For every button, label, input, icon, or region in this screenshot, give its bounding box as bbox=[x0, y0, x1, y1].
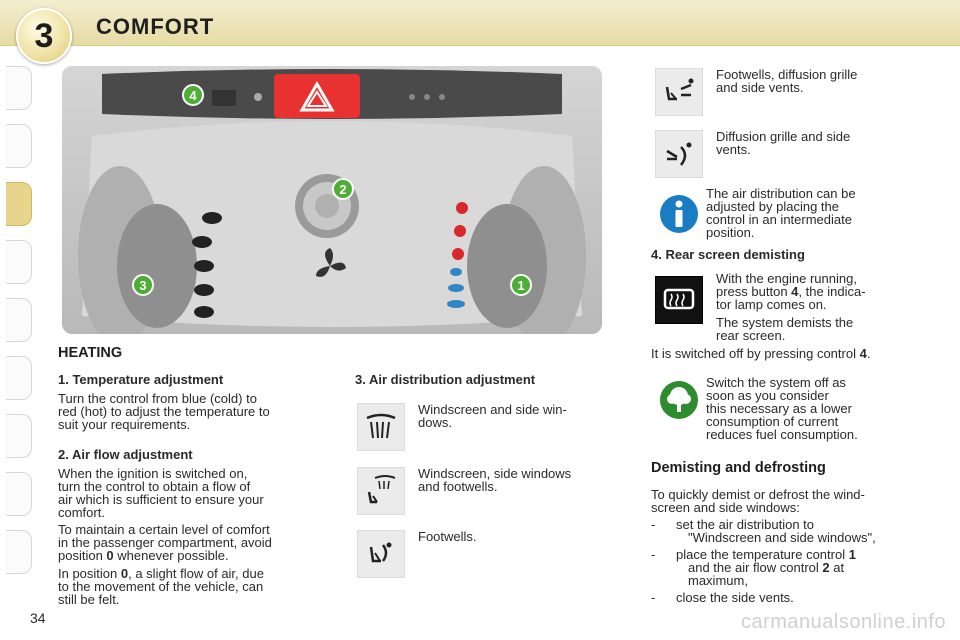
heating-title: HEATING bbox=[58, 345, 123, 361]
eco-text-line-4: consumption of current bbox=[706, 414, 839, 429]
grille-side-vents-text-line-2: vents. bbox=[716, 142, 751, 157]
air-flow-text-line-3: air which is sufficient to ensure your bbox=[58, 492, 264, 507]
chapter-tab-4[interactable] bbox=[6, 240, 32, 284]
info-note-line-3: control in an intermediate bbox=[706, 212, 852, 227]
maintain-text-line-2: in the passenger compartment, avoid bbox=[58, 535, 272, 550]
rear-text-line-4: The system demists the bbox=[716, 315, 854, 330]
chapter-tab-9[interactable] bbox=[6, 530, 32, 574]
chapter-number-badge: 3 bbox=[16, 8, 72, 64]
position-zero-line-1: In position 0, a slight flow of air, due bbox=[58, 566, 264, 581]
rear-screen-demist-icon bbox=[655, 276, 703, 324]
temperature-text-line-1: Turn the control from blue (cold) to bbox=[58, 391, 257, 406]
info-icon bbox=[655, 190, 703, 238]
windscreen-footwell-text-line-1: Windscreen, side windows bbox=[418, 466, 572, 481]
position-zero-line-2: to the movement of the vehicle, can bbox=[58, 579, 264, 594]
eco-text-line-1: Switch the system off as bbox=[706, 375, 846, 390]
demisting-intro-line-2: screen and side windows: bbox=[651, 500, 800, 515]
footwell-text: Footwells. bbox=[418, 529, 477, 544]
air-flow-heading: 2. Air flow adjustment bbox=[58, 447, 193, 462]
windscreen-vents-icon bbox=[357, 403, 405, 451]
rear-switched-off-text: It is switched off by pressing control 4. bbox=[651, 346, 871, 361]
footwell-grille-vents-text-line-1: Footwells, diffusion grille bbox=[716, 67, 858, 82]
chapter-tab-5[interactable] bbox=[6, 298, 32, 342]
chapter-tab-7[interactable] bbox=[6, 414, 32, 458]
air-flow-text-line-4: comfort. bbox=[58, 505, 105, 520]
windscreen-footwell-text-line-2: and footwells. bbox=[418, 479, 498, 494]
eco-text-line-3: this necessary as a lower bbox=[706, 401, 852, 416]
air-flow-text-line-2: turn the control to obtain a flow of bbox=[58, 479, 251, 494]
chapter-tab-8[interactable] bbox=[6, 472, 32, 516]
demisting-intro-line-1: To quickly demist or defrost the wind- bbox=[651, 487, 865, 502]
maintain-text-line-3: position 0 whenever possible. bbox=[58, 548, 229, 563]
chapter-tab-6[interactable] bbox=[6, 356, 32, 400]
page-number: 34 bbox=[30, 610, 46, 626]
grille-side-vents-icon bbox=[655, 130, 703, 178]
maintain-text-line-1: To maintain a certain level of comfort bbox=[58, 522, 270, 537]
windscreen-footwell-icon bbox=[357, 467, 405, 515]
grille-side-vents-text-line-1: Diffusion grille and side bbox=[716, 129, 851, 144]
info-note-line-2: adjusted by placing the bbox=[706, 199, 839, 214]
info-note-line-1: The air distribution can be bbox=[706, 186, 856, 201]
footwell-grille-vents-text-line-2: and side vents. bbox=[716, 80, 804, 95]
rear-text-line-5: rear screen. bbox=[716, 328, 786, 343]
callout-3: 3 bbox=[132, 274, 154, 296]
footwell-grille-vents-icon bbox=[655, 68, 703, 116]
chapter-title: COMFORT bbox=[96, 14, 215, 39]
rear-text-line-2: press button 4, the indica- bbox=[716, 284, 866, 299]
rear-text-line-3: tor lamp comes on. bbox=[716, 297, 827, 312]
demisting-bullet-1-line-2: "Windscreen and side windows", bbox=[688, 530, 876, 545]
chapter-tab-2[interactable] bbox=[6, 124, 32, 168]
heating-controls-photo bbox=[62, 66, 602, 334]
windscreen-vents-text-line-1: Windscreen and side win- bbox=[418, 402, 567, 417]
demisting-bullet-2-line-3: maximum, bbox=[688, 573, 748, 588]
watermark: carmanualsonline.info bbox=[740, 611, 946, 633]
chapter-tab-1[interactable] bbox=[6, 66, 32, 110]
demisting-title: Demisting and defrosting bbox=[651, 460, 826, 476]
air-distribution-heading: 3. Air distribution adjustment bbox=[355, 372, 536, 387]
callout-1: 1 bbox=[510, 274, 532, 296]
footwell-icon bbox=[357, 530, 405, 578]
chapter-tab-3-active[interactable] bbox=[6, 182, 32, 226]
eco-text-line-5: reduces fuel consumption. bbox=[706, 427, 858, 442]
temperature-heading: 1. Temperature adjustment bbox=[58, 372, 224, 387]
callout-2: 2 bbox=[332, 178, 354, 200]
air-flow-text-line-1: When the ignition is switched on, bbox=[58, 466, 248, 481]
callout-4: 4 bbox=[182, 84, 204, 106]
eco-tree-icon bbox=[655, 376, 703, 424]
demisting-bullet-2-line-2: and the air flow control 2 at bbox=[688, 560, 845, 575]
temperature-text-line-2: red (hot) to adjust the temperature to bbox=[58, 404, 270, 419]
position-zero-line-3: still be felt. bbox=[58, 592, 120, 607]
windscreen-vents-text-line-2: dows. bbox=[418, 415, 452, 430]
eco-text-line-2: soon as you consider bbox=[706, 388, 829, 403]
temperature-text-line-3: suit your requirements. bbox=[58, 417, 191, 432]
rear-demisting-heading: 4. Rear screen demisting bbox=[651, 247, 805, 262]
info-note-line-4: position. bbox=[706, 225, 755, 240]
chapter-tab-rail bbox=[0, 66, 34, 576]
rear-text-line-1: With the engine running, bbox=[716, 271, 857, 286]
